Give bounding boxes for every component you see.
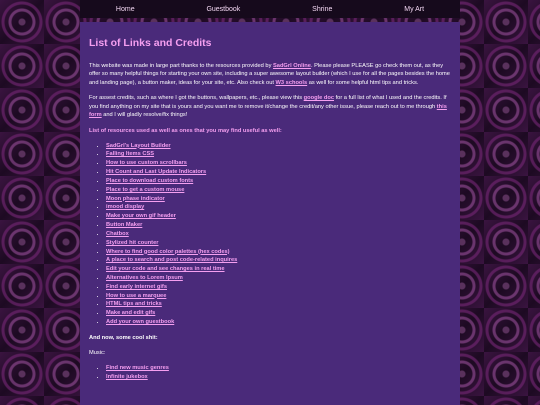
list-item xyxy=(106,150,451,159)
nav-guestbook[interactable]: Guestbook xyxy=(206,5,241,13)
this-form-link[interactable]: this form xyxy=(89,103,447,119)
resource-link[interactable]: HTML tips and tricks xyxy=(106,301,162,308)
list-item xyxy=(106,373,451,382)
resource-link[interactable]: SadGrl's Layout Builder xyxy=(106,142,171,149)
intro-text-a: This website was made in large part thanks to the resources provided by xyxy=(89,62,273,69)
main-content[interactable] xyxy=(80,22,460,405)
resource-link[interactable]: Alternatives to Lorem Ipsum xyxy=(106,275,183,281)
list-item xyxy=(106,248,451,257)
w3-schools-link[interactable]: W3 schools xyxy=(275,79,308,86)
list-item xyxy=(106,186,451,195)
intro-text-b: . Please please PLEASE go check them out, as they offer so many helpful things for starting your own site, including a super awesome layout builder (which I use for all the pages besides the home and landing page), a button maker, ideas for your site, etc. Also check out xyxy=(89,62,450,86)
list-item xyxy=(106,142,451,151)
list-item xyxy=(106,159,451,168)
list-item xyxy=(106,274,451,283)
resource-link[interactable]: Place to get a custom mouse xyxy=(106,186,185,193)
list-item xyxy=(106,212,451,221)
list-item xyxy=(106,195,451,204)
credits-paragraph xyxy=(89,94,451,120)
credits-text-b: for a full list of what I used and the credits. If you find anything on my site that is yours and you want me to remove it/change the credit/any other issue, please reach out to me through xyxy=(89,95,447,110)
nav-home[interactable]: Home xyxy=(115,5,135,13)
resource-link[interactable]: Add your own guestbook xyxy=(106,319,175,326)
list-item xyxy=(106,168,451,177)
resource-link[interactable]: Where to find good color palettes (hex codes) xyxy=(106,248,230,255)
google-doc-link[interactable]: google doc xyxy=(303,95,334,102)
list-item xyxy=(106,256,451,265)
credits-text-c: and I will gladly resolve/fix things! xyxy=(101,112,188,119)
list-item xyxy=(106,221,451,230)
music-link[interactable]: Infinite jukebox xyxy=(106,373,148,380)
resource-link[interactable]: Falling Items CSS xyxy=(106,151,155,158)
resources-list xyxy=(89,142,451,327)
list-item xyxy=(106,292,451,301)
resource-link[interactable]: Moon phase indicator xyxy=(106,195,165,202)
list-item xyxy=(106,309,451,318)
resource-link[interactable]: A place to search and post code-related inquires xyxy=(106,257,238,264)
sadgrl-online-link[interactable]: SadGrl Online xyxy=(273,62,311,69)
list-item xyxy=(106,318,451,327)
resource-link[interactable]: imood display xyxy=(106,204,145,211)
resource-link[interactable]: Make and edit gifs xyxy=(106,310,156,317)
resource-link[interactable]: Button Maker xyxy=(106,222,143,229)
list-item xyxy=(106,300,451,309)
cool-stuff-heading: And now, some cool shit: xyxy=(89,334,158,341)
credits-text-a: For assest credits, such as where I got the buttons, wallpapers, etc., please view this xyxy=(89,95,304,102)
resource-link[interactable]: How to use a marquee xyxy=(106,292,167,299)
music-label: Music: xyxy=(89,349,106,356)
top-nav xyxy=(80,0,460,18)
list-item xyxy=(106,203,451,212)
resource-link[interactable]: Find early internet gifs xyxy=(106,283,167,290)
nav-my-art[interactable]: My Art xyxy=(404,5,425,13)
resource-link[interactable]: Place to download custom fonts xyxy=(106,177,194,184)
page-title: List of Links and Credits xyxy=(89,37,212,49)
list-item xyxy=(106,230,451,239)
intro-paragraph xyxy=(89,62,451,88)
music-link[interactable]: Find new music genres xyxy=(106,365,169,372)
list-item xyxy=(106,283,451,292)
list-item xyxy=(106,177,451,186)
music-list xyxy=(89,364,451,382)
resource-link[interactable]: Stylized hit counter xyxy=(106,239,159,246)
list-item xyxy=(106,239,451,248)
resource-link[interactable]: Hit Count and Last Update Indicators xyxy=(106,169,207,176)
list-item xyxy=(106,265,451,274)
resource-link[interactable]: How to use custom scrollbars xyxy=(106,160,187,167)
resources-heading: List of resources used as well as ones that you may find useful as well: xyxy=(89,128,282,135)
nav-shrine[interactable]: Shrine xyxy=(312,5,333,13)
list-item xyxy=(106,364,451,373)
intro-text-c: as well for some helpful html tips and tricks. xyxy=(307,79,419,86)
resource-link[interactable]: Make your own gif header xyxy=(106,213,176,220)
resource-link[interactable]: Edit your code and see changes in real time xyxy=(106,266,225,273)
resource-link[interactable]: Chatbox xyxy=(106,230,129,237)
